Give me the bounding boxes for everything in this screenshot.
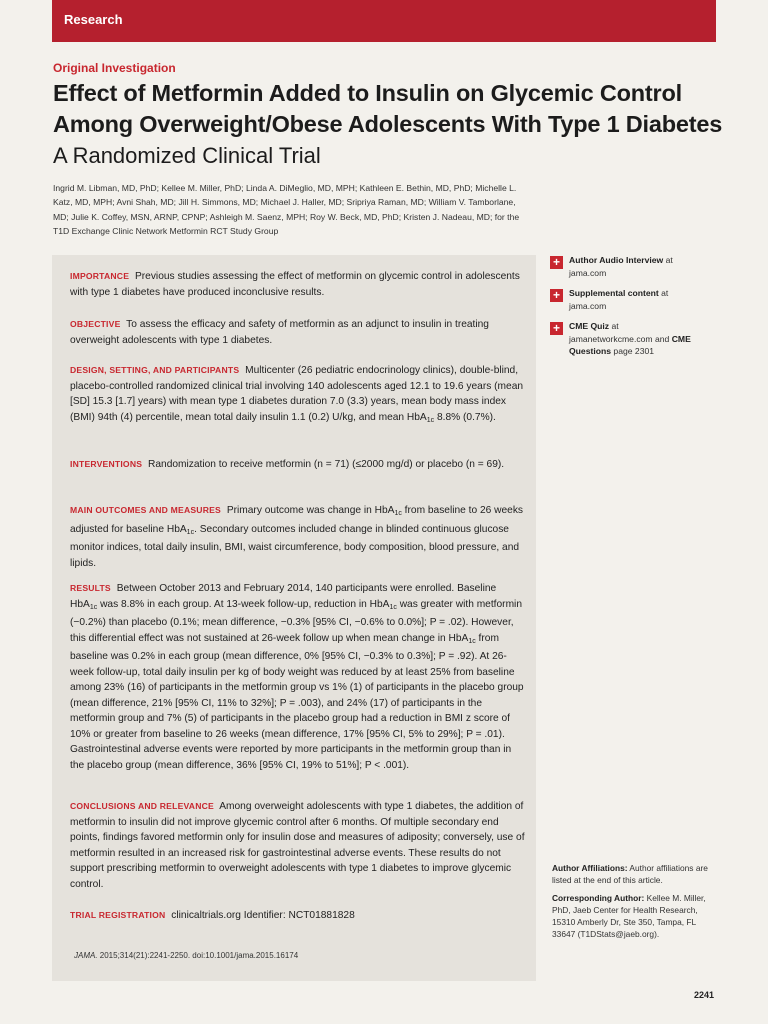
- importance-text: Previous studies assessing the effect of metformin on glycemic control in adolescents with type 1 diabetes have produced inconclusive results.: [70, 271, 520, 298]
- hba-subscript: 1c: [89, 603, 98, 611]
- results-heading: RESULTS: [70, 583, 111, 593]
- abstract-conclusions: [70, 799, 526, 892]
- section-label: Research: [64, 12, 123, 27]
- abstract-outcomes: [70, 503, 526, 571]
- registration-text: clinicaltrials.org Identifier: NCT01881828: [171, 910, 355, 921]
- affiliations-text: Author affiliations are listed at the end of this article.: [552, 863, 708, 886]
- affiliations-label: Author Affiliations:: [552, 863, 628, 873]
- page-number: 2241: [694, 990, 715, 1000]
- corresponding-author: [552, 892, 712, 941]
- abstract-importance: [70, 269, 526, 300]
- link-text: at jama.com: [569, 255, 673, 278]
- link-title: CME Quiz: [569, 321, 610, 331]
- hba-subscript: 1c: [389, 603, 397, 611]
- hba-subscript: 1c: [468, 637, 476, 645]
- abstract-design: [70, 363, 526, 428]
- abstract-box: [52, 255, 536, 981]
- design-text-end: 8.8% (0.7%).: [434, 411, 496, 423]
- citation-details: 2015;314(21):2241-2250. doi:10.1001/jama.2015.16174: [97, 951, 299, 960]
- corresponding-label: Corresponding Author:: [552, 892, 645, 903]
- importance-heading: IMPORTANCE: [70, 271, 130, 281]
- citation: [74, 951, 298, 960]
- conclusions-heading: CONCLUSIONS AND RELEVANCE: [70, 801, 214, 811]
- author-affiliations: [552, 862, 712, 887]
- title-line-1: Effect of Metformin Added to Insulin on Glycemic Control: [53, 80, 682, 106]
- design-text: Multicenter (26 pediatric endocrinology clinics), double-blind, placebo-controlled randomized clinical trial involving 140 adolescents aged 12.1 to 19.6 years (mean [SD] 15.3 [1.7] years) with mean type 1 diabetes duration 7.0 (3.3) years, mean body mass index (BMI) 94th (4) percentile, mean total daily insulin 1.1 (0.2) U/kg, and mean HbA: [70, 365, 524, 423]
- interventions-heading: INTERVENTIONS: [70, 459, 143, 469]
- article-subtitle: A Randomized Clinical Trial: [53, 143, 321, 168]
- cme-questions-title: CME Questions: [569, 333, 691, 356]
- abstract-objective: [70, 317, 526, 348]
- section-banner: [52, 0, 716, 42]
- corresponding-text: Kellee M. Miller, PhD, Jaeb Center for Health Research, 15310 Amberly Dr, Ste 350, Tampa, FL 33647 (T1DStats@jaeb.org).: [552, 892, 706, 940]
- citation-journal: JAMA.: [74, 951, 98, 960]
- link-text: at jamanetworkcme.com and: [569, 321, 672, 344]
- outcomes-text-2: from baseline to 26 weeks adjusted for baseline HbA: [70, 505, 524, 535]
- objective-heading: OBJECTIVE: [70, 319, 121, 329]
- audio-interview-link[interactable]: [550, 254, 700, 279]
- hba-subscript: 1c: [426, 416, 435, 424]
- registration-heading: TRIAL REGISTRATION: [70, 910, 166, 920]
- link-title: Supplemental content: [569, 288, 659, 298]
- results-text: Between October 2013 and February 2014, 140 participants were enrolled. Baseline HbA: [70, 583, 497, 610]
- article-title: [53, 78, 733, 140]
- abstract-registration: [70, 908, 526, 924]
- abstract-interventions: [70, 457, 526, 473]
- conclusions-text: Among overweight adolescents with type 1 diabetes, the addition of metformin to insulin did not improve glycemic control after 6 months. Of multiple secondary end points, findings favored metformin only for insulin dose and measures of adiposity; conversely, use of metformin resulted in an increased risk for gastrointestinal adverse events. These results do not support prescribing metformin to overweight adolescents with type 1 diabetes to improve glycemic control.: [70, 801, 525, 890]
- link-title: Author Audio Interview: [569, 255, 664, 265]
- outcomes-text-3: . Secondary outcomes included change in blinded continuous glucose monitor indices, total daily insulin, BMI, waist circumference, body composition, blood pressure, and lipids.: [70, 523, 520, 569]
- supplemental-content-link[interactable]: [550, 287, 700, 312]
- plus-icon: +: [550, 322, 563, 335]
- abstract-results: [70, 581, 526, 773]
- author-list: Ingrid M. Libman, MD, PhD; Kellee M. Miller, PhD; Linda A. DiMeglio, MD, MPH; Kathleen E. Bethin, MD, PhD; Michelle L. Katz, MD, MPH; Avni Shah, MD; Jill H. Simmons, MD; Michael J. Haller, MD; Sripriya Raman, MD; William V. Tamborlane, MD; Julie K. Coffey, MSN, ARNP, CPNP; Ashleigh M. Saenz, MPH; Roy W. Beck, MD, PhD; Kristen J. Nadeau, MD; for the T1D Exchange Clinic Network Metformin RCT Study Group: [53, 183, 520, 236]
- author-info: [552, 862, 712, 946]
- design-heading: DESIGN, SETTING, AND PARTICIPANTS: [70, 365, 240, 375]
- results-text-4: from baseline was 0.2% in each group (mean difference, 0% [95% CI, −0.3% to 0.3%]; P = .92). At 26-week follow-up, total daily insulin per kg of body weight was reduced by at least 25% from baseline among 23% (16) of participants in the metformin group vs 1% (1) of participants in the placebo group (mean difference, 21% [95% CI, 11% to 32%]; P = .003), and 24% (17) of participants in the metformin group and 7% (5) of participants in the placebo group had a reduction in BMI z score of 10% or greater from baseline to 26 weeks (mean difference, 17% [95% CI, 5% to 29%]; P = .01). Gastrointestinal adverse events were reported by more participants in the metformin group than in the placebo group (mean difference, 36% [95% CI, 19% to 51%]; P < .001).: [70, 632, 524, 771]
- outcomes-heading: MAIN OUTCOMES AND MEASURES: [70, 505, 221, 515]
- sidebar-links: [550, 254, 700, 366]
- plus-icon: +: [550, 256, 563, 269]
- hba-subscript: 1c: [394, 510, 402, 517]
- results-text-2: was 8.8% in each group. At 13-week follow-up, reduction in HbA: [97, 598, 390, 610]
- hba-subscript: 1c: [186, 528, 195, 536]
- objective-text: To assess the efficacy and safety of metformin as an adjunct to insulin in treating overweight adolescents with type 1 diabetes.: [70, 319, 489, 346]
- cme-questions-page: page 2301: [611, 346, 655, 356]
- article-type: Original Investigation: [53, 61, 176, 75]
- cme-quiz-link[interactable]: [550, 320, 700, 358]
- link-text: at jama.com: [569, 288, 669, 311]
- title-line-2: Among Overweight/Obese Adolescents With Type 1 Diabetes: [53, 111, 723, 137]
- plus-icon: +: [550, 289, 563, 302]
- results-text-3: was greater with metformin (−0.2%) than placebo (0.1%; mean difference, −0.3% [95% CI, −0.6% to 0.0%]; P = .02). However, this differential effect was not sustained at 26-week follow up when mean change in HbA: [70, 598, 522, 644]
- interventions-text: Randomization to receive metformin (n = 71) (≤2000 mg/d) or placebo (n = 69).: [148, 459, 505, 470]
- outcomes-text: Primary outcome was change in HbA: [226, 505, 395, 516]
